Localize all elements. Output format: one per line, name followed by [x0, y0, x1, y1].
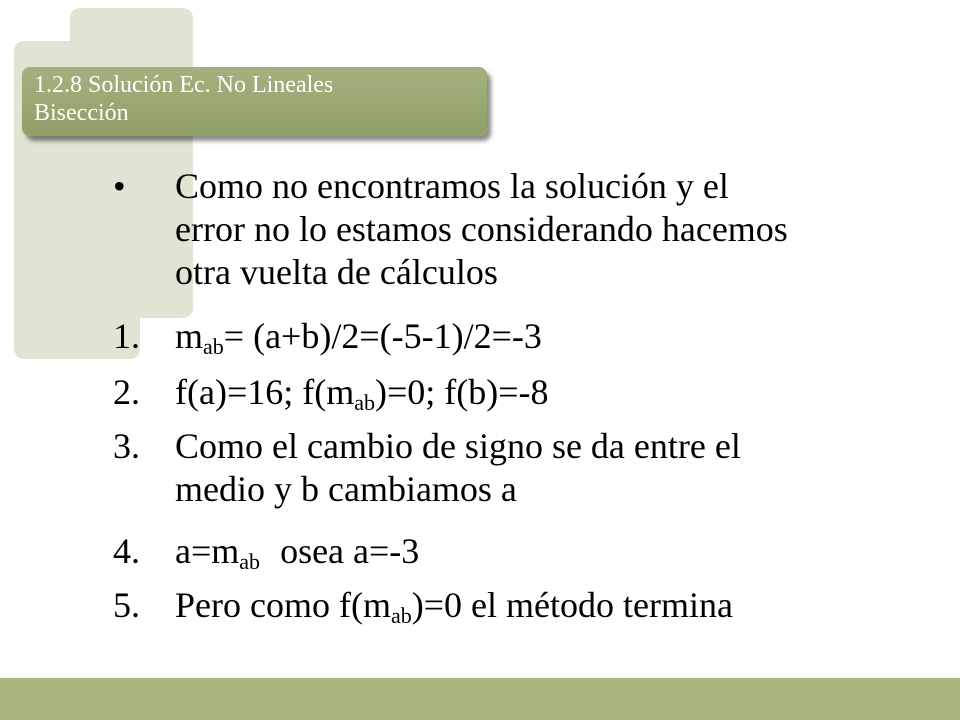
- list-number: 3.: [113, 426, 140, 466]
- list-item-text: a=m: [175, 531, 240, 571]
- footer-accent-bar: [0, 678, 960, 720]
- list-item-4: [175, 530, 419, 572]
- list-item-3-line: medio y b cambiamos a: [175, 469, 517, 509]
- list-item-2: [175, 371, 549, 413]
- slide-title: [22, 67, 487, 136]
- bullet-line: Como no encontramos la solución y el: [175, 166, 729, 206]
- list-item-text: f(a)=16; f(m: [175, 372, 355, 412]
- list-item-text: = (a+b)/2=(-5-1)/2=-3: [223, 316, 542, 356]
- list-number: 2.: [113, 372, 140, 412]
- bullet-marker: •: [113, 166, 126, 206]
- list-item-text: osea a=-3: [280, 531, 420, 571]
- list-item-text: )=0; f(b)=-8: [375, 372, 549, 412]
- list-number: 1.: [113, 316, 140, 356]
- subscript: ab: [390, 603, 412, 628]
- list-number: 4.: [113, 531, 140, 571]
- bullet-line: otra vuelta de cálculos: [175, 252, 498, 292]
- list-item-5: [175, 584, 733, 626]
- list-item-text: m: [175, 316, 204, 356]
- bullet-line: error no lo estamos considerando hacemos: [175, 209, 788, 249]
- subscript: ab: [203, 334, 224, 359]
- slide-title-line-1: 1.2.8 Solución Ec. No Lineales: [34, 72, 334, 98]
- list-item-text: )=0 el método termina: [411, 585, 733, 625]
- list-number: 5.: [113, 585, 140, 625]
- list-item-3-line: Como el cambio de signo se da entre el: [175, 426, 741, 466]
- list-item-1: [175, 315, 542, 357]
- list-item-text: Pero como f(m: [175, 585, 391, 625]
- subscript: ab: [354, 390, 375, 415]
- slide-title-line-2: Bisección: [34, 100, 129, 126]
- subscript: ab: [239, 549, 261, 574]
